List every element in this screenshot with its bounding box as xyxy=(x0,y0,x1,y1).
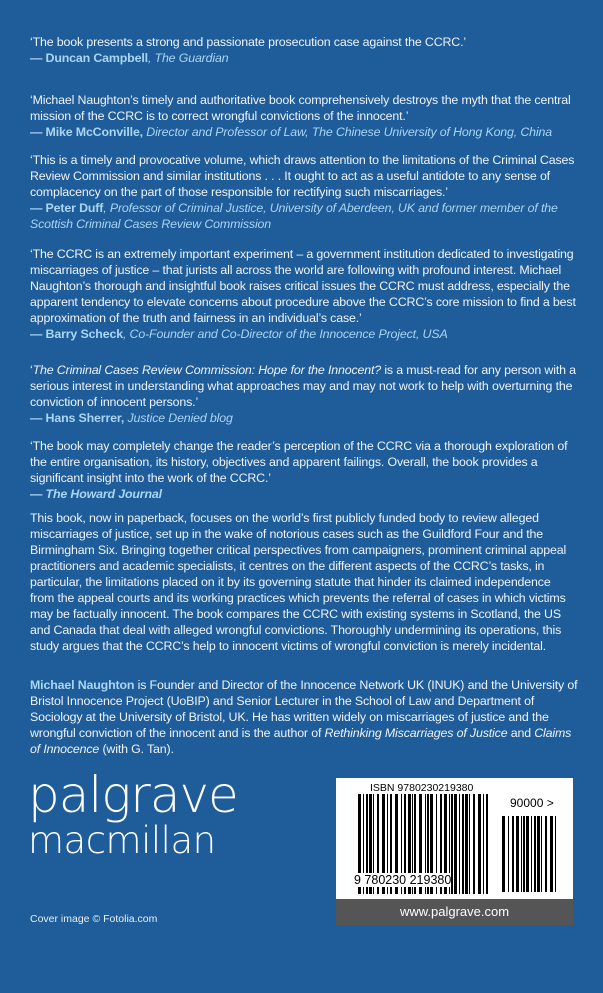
palgrave-macmillan-logo xyxy=(28,768,238,860)
barcode-bar xyxy=(462,794,464,894)
barcode-bar xyxy=(483,794,484,894)
barcode-bar xyxy=(555,816,556,892)
book-description: This book, now in paperback, focuses on the world’s first publicly funded body to review alleged miscarriages of justice, set up in the wake of notorious cases such as the Guildford Four and the Birmingham Six. Bringing together critical perspectives from campaigners, prominent criminal appeal practitioners and academic specialists, it centres on the different aspects of the CCRC’s tasks, in particular, the limitations placed on it by its governing statute that hinder its claimed independence from the appeal courts and its working practices which prevents the referral of cases in which victims may be factually innocent. The book compares the CCRC with existing systems in Scotland, the US and Canada that deal with alleged wrongful convictions. Thoroughly undermining its operations, this study argues that the CCRC’s help to innocent victims of wrongful conviction is merely incidental. xyxy=(30,511,567,653)
author-name: Michael Naughton xyxy=(30,678,135,692)
quote-text: ‘The book presents a strong and passionate prosecution case against the CCRC.’ xyxy=(30,35,466,49)
quote-body: is a must-read for any person with a serious interest in understanding what approaches may and may not work to help with overturning the conviction of innocent persons.’ xyxy=(30,363,576,409)
barcode-bar xyxy=(545,816,547,892)
open-quote: ‘ xyxy=(30,363,33,377)
barcode-bar xyxy=(478,794,481,894)
reviewer-role: — The Howard Journal xyxy=(30,487,162,501)
barcode-bar xyxy=(508,816,509,892)
review-quote xyxy=(30,152,578,232)
price-addon: 90000 > xyxy=(510,796,554,810)
barcode-bar xyxy=(537,816,540,892)
barcode-bar xyxy=(469,794,470,894)
review-quote xyxy=(30,92,578,140)
review-quote xyxy=(30,34,578,66)
bio-text: and xyxy=(507,726,535,740)
logo-line-1: palgrave xyxy=(28,766,238,824)
barcode-bar xyxy=(486,794,488,894)
quote-text: ‘The book may completely change the reader’s perception of the CCRC via a thorough exploration of the entire organisation, its history, objectives and apparent failings. Overall, the book provides a significant insight into the work of the CCRC.’ xyxy=(30,439,568,485)
reviewer-role: , Co-Founder and Co-Director of the Innocence Project, USA xyxy=(122,327,448,341)
reviewer-name: — Duncan Campbell xyxy=(30,51,148,65)
quote-attribution xyxy=(30,50,578,66)
review-quote xyxy=(30,362,578,426)
barcode-bar xyxy=(521,816,522,892)
quote-text xyxy=(30,362,578,410)
reviewer-name: — Peter Duff xyxy=(30,201,104,215)
barcode-bar xyxy=(523,816,525,892)
bio-text: (with G. Tan). xyxy=(99,742,174,756)
book-title: Rethinking Miscarriages of Justice xyxy=(324,726,508,740)
book-title: The Criminal Cases Review Commission: Hope for the Innocent? xyxy=(32,363,382,377)
book-title: Claims of Innocence xyxy=(30,726,572,756)
bio-text: is Founder and Director of the Innocence Network UK (INUK) and the University of Bristol Innocence Project (UoBIP) and Senior Lecturer in the School of Law and Department of Sociology at the University of Bristol, UK. He has written widely on miscarriages of justice and the wrongful conviction of the innocent and is the author of xyxy=(30,678,578,740)
isbn-barcode xyxy=(336,778,573,925)
quote-attribution xyxy=(30,326,578,342)
reviewer-name: — Mike McConville, xyxy=(30,125,143,139)
isbn-digits: 9 780230 219380 xyxy=(354,873,452,887)
barcode-bar xyxy=(526,816,529,892)
quote-text: ‘The CCRC is an extremely important experiment – a government institution dedicated to investigating miscarriages of justice – that jurists all across the world are following with profound interest. Michael Naughton’s thorough and insightful book raises critical issues the CCRC must address, especially the apparent tendency to elevate concerns about procedure above the CCRC’s core mission to find a best approximation of the truth and fairness in an individual’s case.’ xyxy=(30,247,576,325)
barcode-bar xyxy=(516,816,519,892)
barcode-bar xyxy=(550,816,553,892)
barcode-bar xyxy=(531,816,532,892)
barcode-bar xyxy=(534,816,536,892)
reviewer-name: — Hans Sherrer, xyxy=(30,411,125,425)
barcode-bar xyxy=(459,794,460,894)
barcode-bar xyxy=(473,794,475,894)
reviewer-role: Director and Professor of Law, The Chinese University of Hong Kong, China xyxy=(142,125,552,139)
quote-text: ‘Michael Naughton’s timely and authoritative book comprehensively destroys the myth that the central mission of the CCRC is to correct wrongful convictions of the innocent.’ xyxy=(30,93,571,123)
barcode-bar xyxy=(541,816,542,892)
author-bio xyxy=(30,677,578,757)
reviewer-name: — Barry Scheck xyxy=(30,327,123,341)
review-quote xyxy=(30,246,578,342)
barcode-bar xyxy=(502,816,505,892)
logo-line-2: macmillan xyxy=(28,819,216,862)
addon-barcode-bars xyxy=(502,816,558,892)
review-quote xyxy=(30,438,578,502)
publisher-website[interactable]: www.palgrave.com xyxy=(336,899,573,925)
quote-attribution xyxy=(30,124,578,140)
quote-text: ‘This is a timely and provocative volume, which draws attention to the limitations of the Criminal Cases Review Commission and similar institutions . . . It ought to act as a useful antidote to any sense of complacency on the part of those responsible for rectifying such miscarriages.’ xyxy=(30,153,575,199)
quote-attribution xyxy=(30,410,578,426)
quote-attribution xyxy=(30,486,578,502)
isbn-label: ISBN 9780230219380 xyxy=(370,782,474,794)
barcode-bar xyxy=(454,794,457,894)
cover-credit: Cover image © Fotolia.com xyxy=(30,913,158,925)
reviewer-role: Justice Denied blog xyxy=(124,411,233,425)
barcode-bar xyxy=(465,794,468,894)
reviewer-role: , Professor of Criminal Justice, University of Aberdeen, UK and former member of the Scottish Criminal Cases Review Commission xyxy=(30,201,558,231)
barcode-bar xyxy=(512,816,514,892)
quote-attribution xyxy=(30,200,578,232)
reviewer-role: , The Guardian xyxy=(147,51,229,65)
